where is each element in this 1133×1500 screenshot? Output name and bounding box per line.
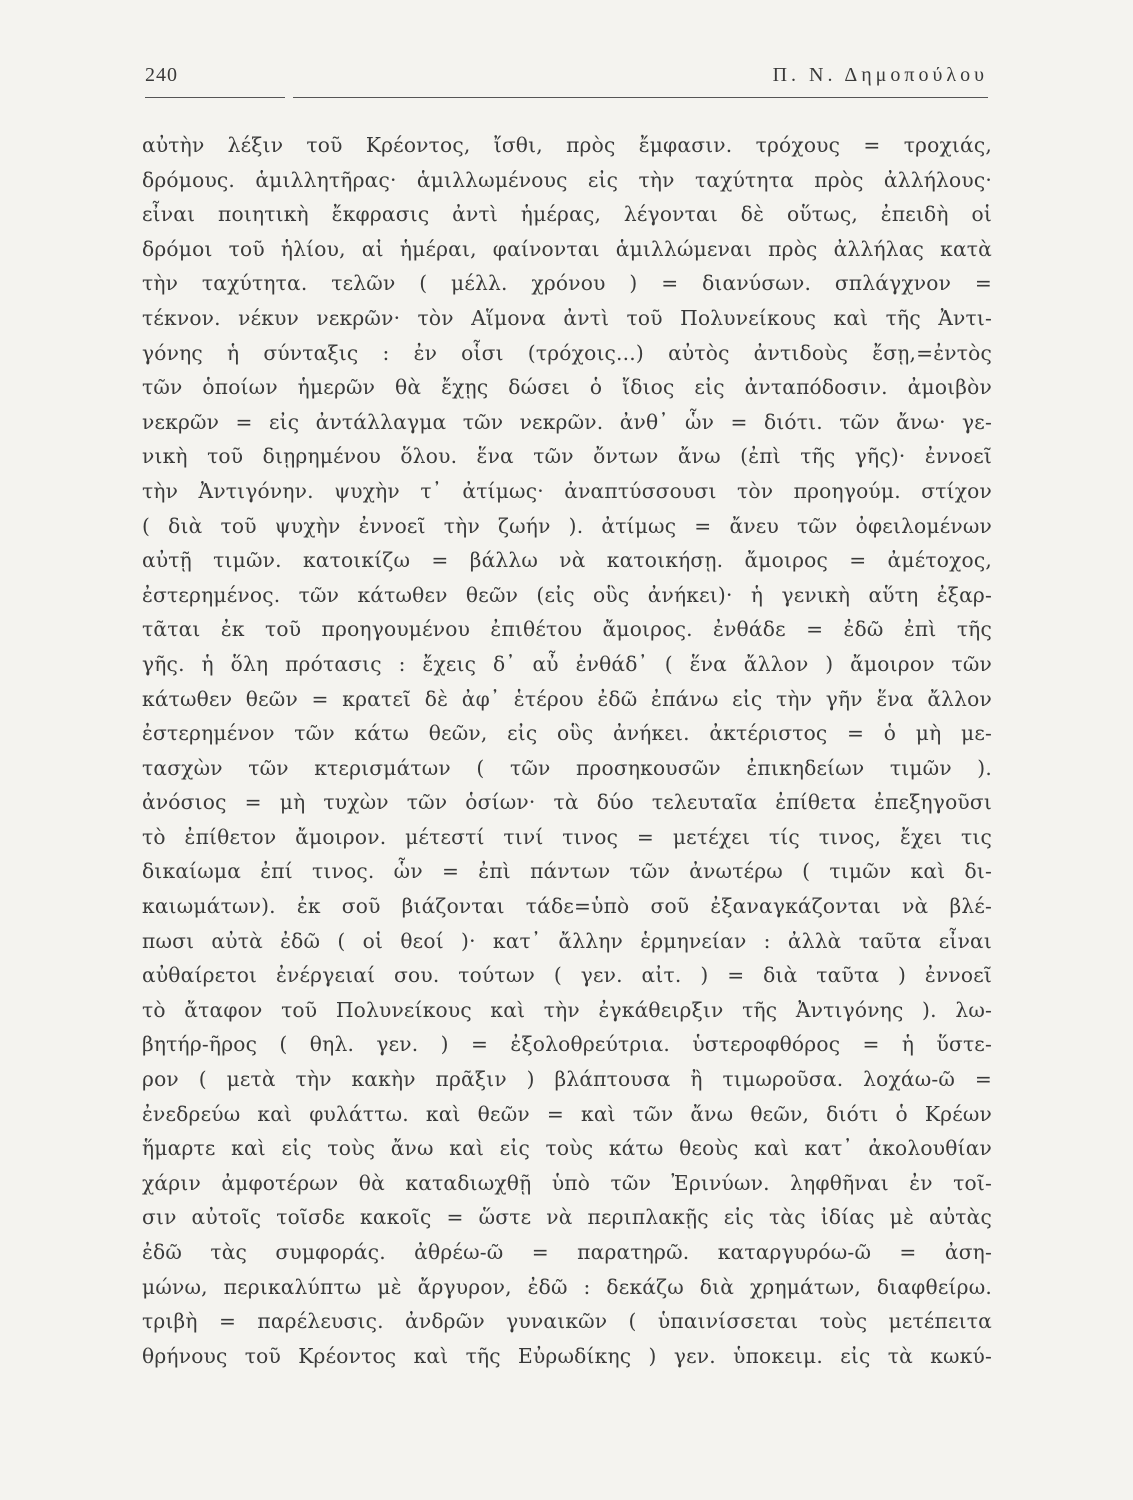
text-line: αὐτῇ τιμῶν. κατοικίζω = βάλλω νὰ κατοικήσῃ. ἄμοιρος = ἀμέτοχος, [142,548,992,573]
text-line: θρήνους τοῦ Κρέοντος καὶ τῆς Εὐρωδίκης ) γεν. ὑποκειμ. εἰς τὰ κωκύ- [142,1343,992,1368]
text-line: κάτωθεν θεῶν = κρατεῖ δὲ ἀφ᾿ ἑτέρου ἐδῶ ἐπάνω εἰς τὴν γῆν ἕνα ἄλλον [142,686,992,711]
text-line: τῶν ὁποίων ἡμερῶν θὰ ἔχῃς δώσει ὁ ἴδιος εἰς ἀνταπόδοσιν. ἀμοιβὸν [142,375,992,400]
text-line: δικαίωμα ἐπί τινος. ὧν = ἐπὶ πάντων τῶν ἀνωτέρω ( τιμῶν καὶ δι- [142,859,992,884]
text-line: γῆς. ἡ ὅλη πρότασις : ἔχεις δ᾿ αὖ ἐνθάδ᾿ ( ἕνα ἄλλον ) ἄμοιρον τῶν [142,651,992,676]
text-line: τριβὴ = παρέλευσις. ἀνδρῶν γυναικῶν ( ὑπαινίσσεται τοὺς μετέπειτα [142,1309,992,1334]
text-line: ἐστερημένος. τῶν κάτωθεν θεῶν (εἰς οὓς ἀνήκει)· ἡ γενικὴ αὕτη ἐξαρ- [142,582,992,607]
text-line: τᾶται ἐκ τοῦ προηγουμένου ἐπιθέτου ἄμοιρος. ἐνθάδε = ἐδῶ ἐπὶ τῆς [142,617,992,642]
text-line: ἐνεδρεύω καὶ φυλάττω. καὶ θεῶν = καὶ τῶν ἄνω θεῶν, διότι ὁ Κρέων [142,1101,992,1126]
text-line: αὐτὴν λέξιν τοῦ Κρέοντος, ἴσθι, πρὸς ἔμφασιν. τρόχους = τροχιάς, [142,133,992,157]
text-line: βητήρ-ῆρος ( θηλ. γεν. ) = ἐξολοθρεύτρια. ὑστεροφθόρος = ἡ ὕστε- [142,1032,992,1057]
text-line: χάριν ἀμφοτέρων θὰ καταδιωχθῇ ὑπὸ τῶν Ἐρινύων. ληφθῆναι ἐν τοῖ- [142,1170,992,1195]
text-line: νικὴ τοῦ διῃρημένου ὅλου. ἕνα τῶν ὄντων ἄνω (ἐπὶ τῆς γῆς)· ἐννοεῖ [142,444,992,469]
running-head: Π. Ν. Δημοπούλου [772,64,988,86]
text-line: νεκρῶν = εἰς ἀντάλλαγμα τῶν νεκρῶν. ἀνθ᾿ ὧν = διότι. τῶν ἄνω· γε- [142,409,992,434]
text-line: μώνω, περικαλύπτω μὲ ἄργυρον, ἐδῶ : δεκάζω διὰ χρημάτων, διαφθείρω. [142,1274,992,1299]
text-line: τέκνον. νέκυν νεκρῶν· τὸν Αἵμονα ἀντὶ τοῦ Πολυνείκους καὶ τῆς Ἀντι- [142,305,992,330]
page-number: 240 [145,64,178,86]
commentary-text [142,128,992,1373]
text-line: ( διὰ τοῦ ψυχὴν ἐννοεῖ τὴν ζωήν ). ἀτίμως = ἄνευ τῶν ὀφειλομένων [142,513,992,538]
text-line: δρόμοι τοῦ ἡλίου, αἱ ἡμέραι, φαίνονται ἁμιλλώμεναι πρὸς ἀλλήλας κατὰ [142,236,992,261]
text-line: σιν αὐτοῖς τοῖσδε κακοῖς = ὥστε νὰ περιπλακῇς εἰς τὰς ἰδίας μὲ αὐτὰς [142,1205,992,1230]
header-rule-right [293,97,988,98]
text-line: δρόμους. ἁμιλλητῆρας· ἁμιλλωμένους εἰς τὴν ταχύτητα πρὸς ἀλλήλους· [142,167,992,192]
text-line: ἐδῶ τὰς συμφοράς. ἀθρέω-ῶ = παρατηρῶ. καταργυρόω-ῶ = ἀση- [142,1240,992,1264]
text-line: πωσι αὐτὰ ἐδῶ ( οἱ θεοί )· κατ᾿ ἄλλην ἑρμηνείαν : ἀλλὰ ταῦτα εἶναι [142,928,992,953]
text-line: ἐστερημένον τῶν κάτω θεῶν, εἰς οὓς ἀνήκει. ἀκτέριστος = ὁ μὴ με- [142,721,992,746]
text-line: εἶναι ποιητικὴ ἔκφρασις ἀντὶ ἡμέρας, λέγονται δὲ οὕτως, ἐπειδὴ οἱ [142,202,992,227]
text-line: ρον ( μετὰ τὴν κακὴν πρᾶξιν ) βλάπτουσα ἢ τιμωροῦσα. λοχάω-ῶ = [142,1067,992,1092]
text-line: καιωμάτων). ἐκ σοῦ βιάζονται τάδε=ὑπὸ σοῦ ἐξαναγκάζονται νὰ βλέ- [142,894,992,919]
text-line: τασχὼν τῶν κτερισμάτων ( τῶν προσηκουσῶν ἐπικηδείων τιμῶν ). [142,755,992,780]
text-line: τὸ ἐπίθετον ἄμοιρον. μέτεστί τινί τινος = μετέχει τίς τινος, ἔχει τις [142,824,992,849]
text-line: αὐθαίρετοι ἐνέργειαί σου. τούτων ( γεν. αἰτ. ) = διὰ ταῦτα ) ἐννοεῖ [142,963,992,988]
text-line: τὴν ταχύτητα. τελῶν ( μέλλ. χρόνου ) = διανύσων. σπλάγχνον = [142,271,992,296]
text-line: τὸ ἄταφον τοῦ Πολυνείκους καὶ τὴν ἐγκάθειρξιν τῆς Ἀντιγόνης ). λω- [142,997,992,1022]
text-line: ἥμαρτε καὶ εἰς τοὺς ἄνω καὶ εἰς τοὺς κάτω θεοὺς καὶ κατ᾿ ἀκολουθίαν [142,1136,992,1161]
text-line: γόνης ἡ σύνταξις : ἐν οἷσι (τρόχοις...) αὐτὸς ἀντιδοὺς ἔσῃ,=ἐντὸς [142,340,992,365]
header-rule-left [145,97,285,98]
text-line: ἀνόσιος = μὴ τυχὼν τῶν ὁσίων· τὰ δύο τελευταῖα ἐπίθετα ἐπεξηγοῦσι [142,790,992,815]
page-header [145,64,988,94]
text-line: τὴν Ἀντιγόνην. ψυχὴν τ᾿ ἀτίμως· ἀναπτύσσουσι τὸν προηγούμ. στίχον [142,478,992,503]
